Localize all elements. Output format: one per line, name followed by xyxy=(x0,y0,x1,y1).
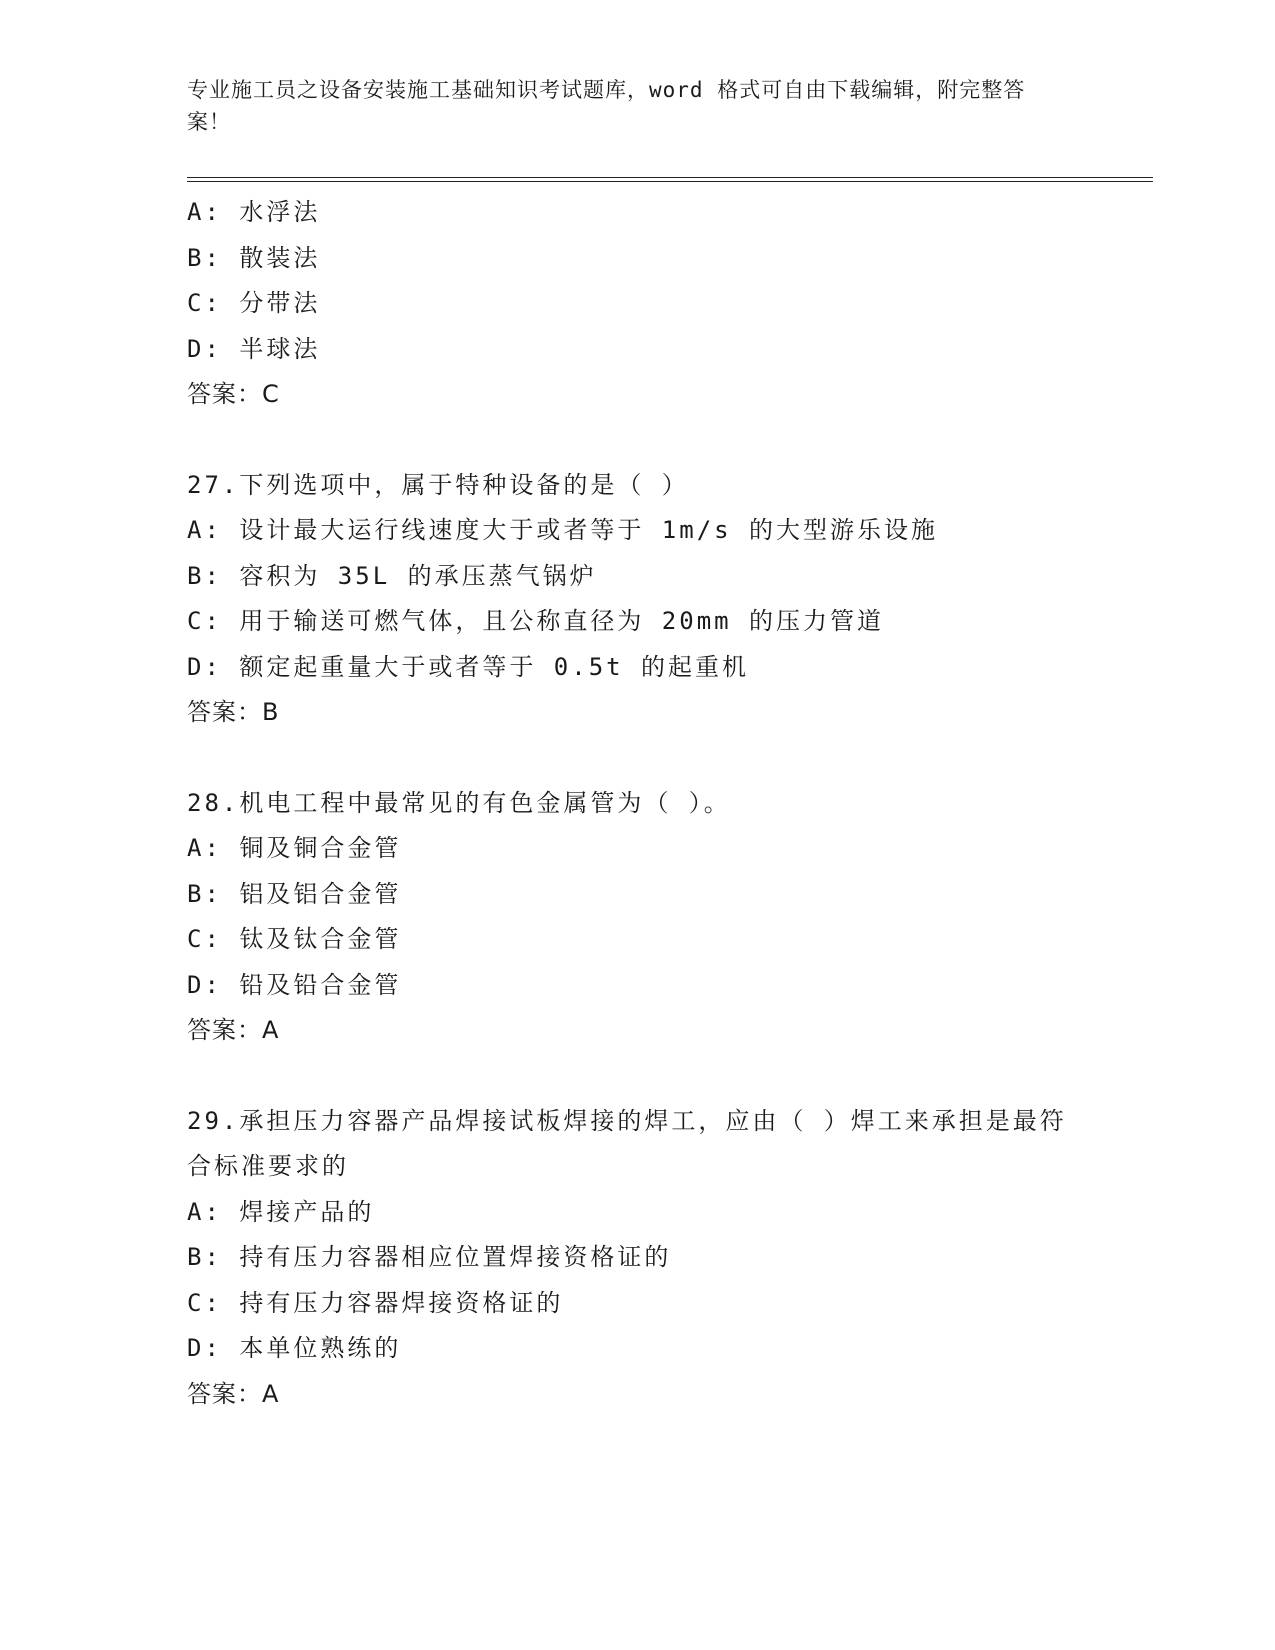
option-a: A: 水浮法 xyxy=(187,198,321,226)
answer-line: 答案：A xyxy=(187,1379,280,1408)
document-header: 专业施工员之设备安装施工基础知识考试题库，word 格式可自由下载编辑，附完整答案！ xyxy=(187,78,1026,134)
option-c: C: 分带法 xyxy=(187,289,321,317)
option-c: C: 钛及钛合金管 xyxy=(187,925,402,953)
option-b: B: 散装法 xyxy=(187,243,321,272)
question-list xyxy=(187,190,1087,1417)
header-divider-bottom xyxy=(187,181,1153,182)
question-partial xyxy=(187,190,1087,418)
option-c: C: 持有压力容器焊接资格证的 xyxy=(187,1288,564,1317)
option-d: D: 半球法 xyxy=(187,334,321,363)
question-28 xyxy=(187,781,1087,1054)
answer-line: 答案：B xyxy=(187,698,280,726)
option-d: D: 额定起重量大于或者等于 0.5t 的起重机 xyxy=(187,652,750,681)
option-c: C: 用于输送可燃气体，且公称直径为 20mm 的压力管道 xyxy=(187,607,885,635)
option-b: B: 持有压力容器相应位置焊接资格证的 xyxy=(187,1243,672,1271)
option-a: A: 铜及铜合金管 xyxy=(187,834,402,862)
option-d: D: 本单位熟练的 xyxy=(187,1334,402,1362)
question-stem: 27.下列选项中，属于特种设备的是（ ） xyxy=(187,470,689,499)
option-a: A: 焊接产品的 xyxy=(187,1197,375,1226)
option-b: B: 铝及铝合金管 xyxy=(187,879,402,908)
option-d: D: 铅及铅合金管 xyxy=(187,970,402,999)
option-a: A: 设计最大运行线速度大于或者等于 1m/s 的大型游乐设施 xyxy=(187,516,939,544)
question-27 xyxy=(187,463,1087,736)
question-stem: 28.机电工程中最常见的有色金属管为（ ）。 xyxy=(187,788,731,817)
header-divider-top xyxy=(187,177,1153,178)
option-b: B: 容积为 35L 的承压蒸气锅炉 xyxy=(187,561,597,590)
question-stem: 29.承担压力容器产品焊接试板焊接的焊工，应由（ ）焊工来承担是最符合标准要求的 xyxy=(187,1106,1067,1180)
answer-line: 答案：C xyxy=(187,380,280,408)
answer-line: 答案：A xyxy=(187,1016,280,1044)
question-29 xyxy=(187,1099,1087,1418)
